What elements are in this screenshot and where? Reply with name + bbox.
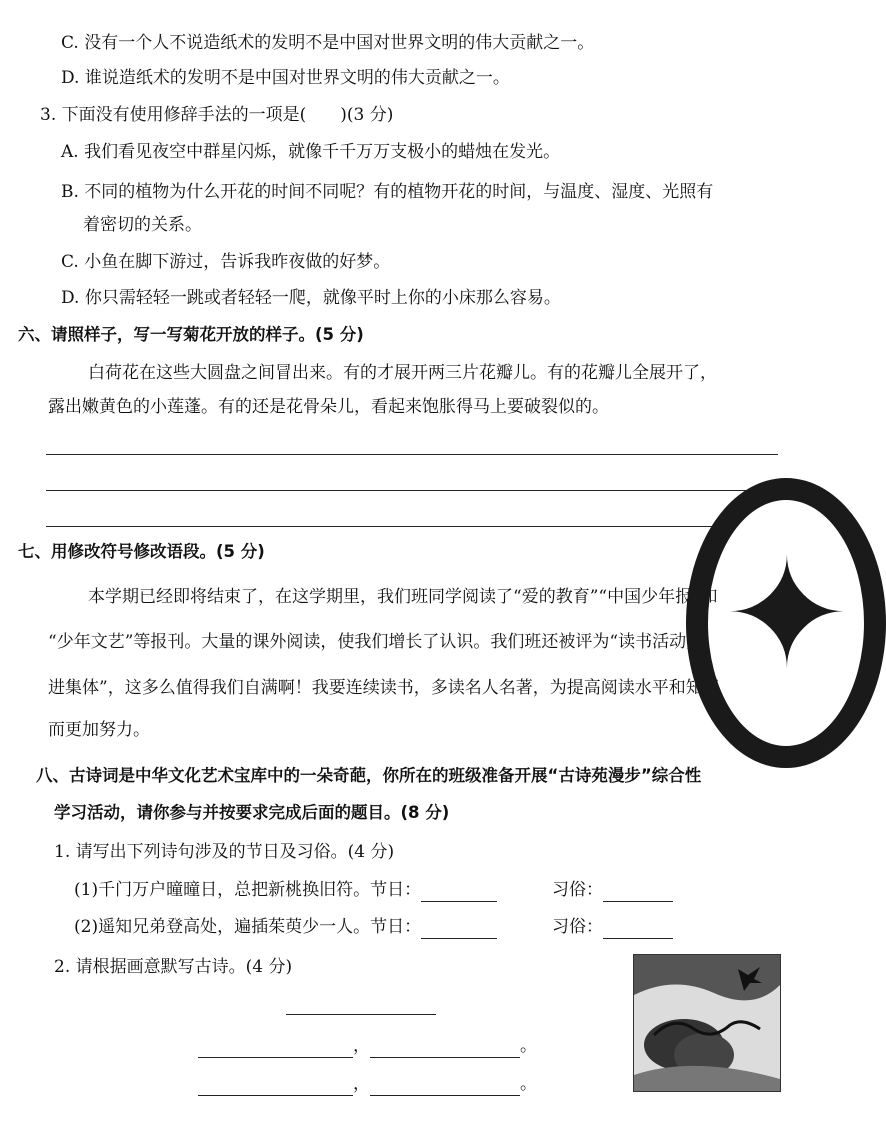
q3-option-a: A. 我们看见夜空中群星闪烁，就像千千万万支极小的蜡烛在发光。 (61, 142, 561, 162)
q1-item2-text: (2)遥知兄弟登高处，遍插茱萸少一人。节日： (74, 917, 422, 937)
poem-blank-2b[interactable] (370, 1077, 520, 1096)
poem-line-1 (198, 1034, 537, 1058)
sec7-para-line1: 本学期已经即将结束了，在这学期里，我们班同学阅读了“爱的教育”“中国少年报”和 (88, 587, 718, 607)
poem-blank-1a[interactable] (198, 1039, 353, 1058)
sec8-q2-stem: 2. 请根据画意默写古诗。(4 分) (54, 957, 293, 977)
seal-stamp-icon: ✦ (686, 478, 886, 768)
festival-blank-2[interactable] (421, 920, 497, 939)
sec8-q1-item1 (74, 878, 497, 902)
q2-option-d: D. 谁说造纸术的发明不是中国对世界文明的伟大贡献之一。 (61, 68, 510, 88)
sec8-q1-stem: 1. 请写出下列诗句涉及的节日及习俗。(4 分) (54, 842, 395, 862)
poem-blank-2a[interactable] (198, 1077, 353, 1096)
period-2: 。 (520, 1074, 537, 1094)
sec8-q1-item2 (74, 915, 497, 939)
poem-title-blank[interactable] (286, 1014, 436, 1015)
q1-item1-text: (1)千门万户曈曈日，总把新桃换旧符。节日： (74, 880, 422, 900)
sec8-heading-line1: 八、古诗词是中华文化艺术宝库中的一朵奇葩，你所在的班级准备开展“古诗苑漫步”综合性 (36, 766, 702, 785)
period-1: 。 (520, 1036, 537, 1056)
q3-option-b-line2: 着密切的关系。 (83, 215, 202, 235)
answer-line-3[interactable] (46, 526, 726, 527)
sec7-para-line3: 进集体”，这多么值得我们自满啊！我要连续读书，多读名人名著，为提高阅读水平和知识 (48, 678, 720, 698)
sec6-sample-line2: 露出嫩黄色的小莲蓬。有的还是花骨朵儿，看起来饱胀得马上要破裂似的。 (48, 397, 609, 417)
custom-label-1: 习俗： (552, 880, 603, 900)
sec8-q1-custom1 (552, 878, 673, 902)
sec8-q1-custom2 (552, 915, 673, 939)
sec6-sample-line1: 白荷花在这些大圆盘之间冒出来。有的才展开两三片花瓣儿。有的花瓣儿全展开了， (88, 363, 717, 383)
custom-blank-2[interactable] (603, 920, 673, 939)
answer-line-2[interactable] (46, 490, 746, 491)
poem-line-2 (198, 1072, 537, 1096)
custom-blank-1[interactable] (603, 883, 673, 902)
q3-option-b-line1: B. 不同的植物为什么开花的时间不同呢？有的植物开花的时间，与温度、湿度、光照有 (61, 182, 714, 202)
custom-label-2: 习俗： (552, 917, 603, 937)
festival-blank-1[interactable] (421, 883, 497, 902)
poem-blank-1b[interactable] (370, 1039, 520, 1058)
poem-illustration-icon (633, 954, 781, 1092)
sec6-heading: 六、请照样子，写一写菊花开放的样子。(5 分) (18, 325, 364, 344)
sec7-heading: 七、用修改符号修改语段。(5 分) (18, 542, 265, 561)
q2-option-c: C. 没有一个人不说造纸术的发明不是中国对世界文明的伟大贡献之一。 (61, 33, 595, 53)
sec7-para-line2: “少年文艺”等报刊。大量的课外阅读，使我们增长了认识。我们班还被评为“读书活动先 (48, 632, 704, 652)
comma-1: ， (353, 1036, 370, 1056)
sec7-para-line4: 而更加努力。 (48, 720, 150, 740)
answer-line-1[interactable] (46, 454, 778, 455)
q3-option-d: D. 你只需轻轻一跳或者轻轻一爬，就像平时上你的小床那么容易。 (61, 288, 561, 308)
q3-option-c: C. 小鱼在脚下游过，告诉我昨夜做的好梦。 (61, 252, 391, 272)
comma-2: ， (353, 1074, 370, 1094)
q3-stem: 3. 下面没有使用修辞手法的一项是( )(3 分) (40, 105, 394, 125)
sec8-heading-line2: 学习活动，请你参与并按要求完成后面的题目。(8 分) (54, 803, 450, 822)
